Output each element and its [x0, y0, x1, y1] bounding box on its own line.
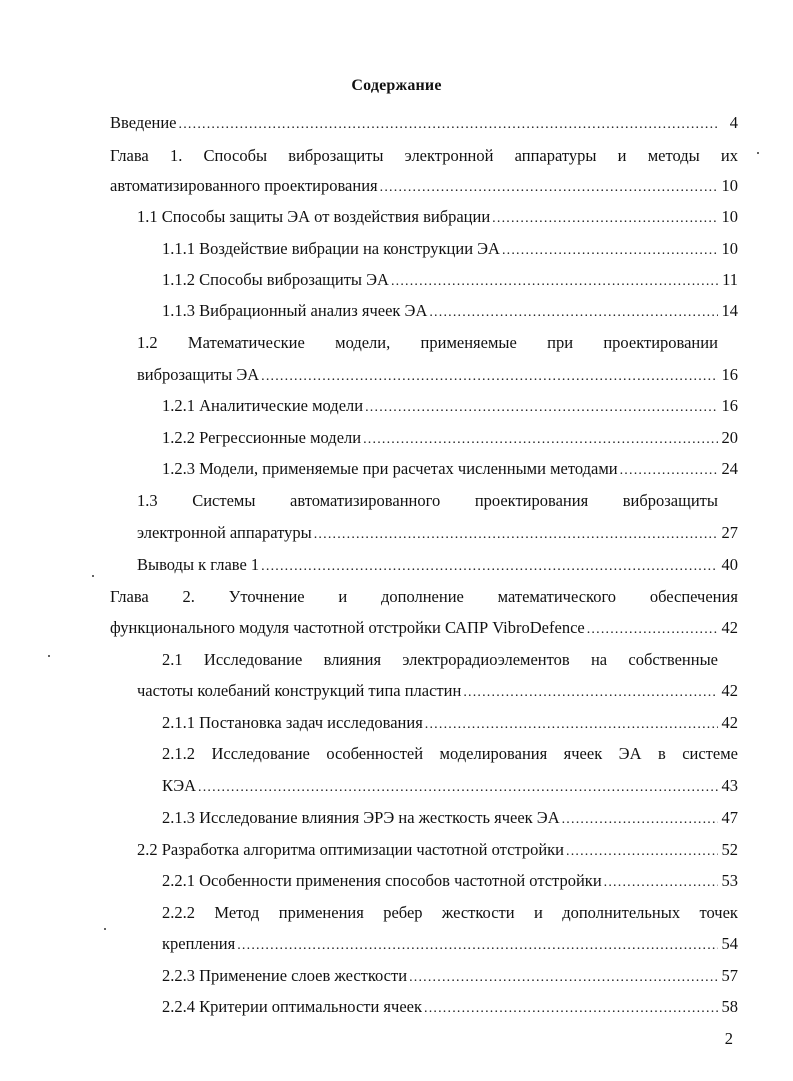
toc-entry: [162, 396, 738, 418]
toc-entry-title: 1.1.2 Способы виброзащиты ЭА: [162, 270, 389, 289]
toc-entry-title: 1.1.3 Вибрационный анализ ячеек ЭА: [162, 301, 428, 320]
scan-speck: [757, 152, 759, 154]
dot-leader: [365, 398, 718, 418]
dot-leader: [314, 525, 718, 545]
toc-entry-title: частоты колебаний конструкций типа пластин: [137, 681, 462, 700]
word: ЭА: [618, 744, 642, 763]
word: виброзащиты: [288, 146, 384, 165]
toc-entry: [137, 840, 738, 862]
toc-entry: [162, 997, 738, 1019]
word: виброзащиты: [622, 491, 718, 510]
word: 2.1: [162, 650, 183, 669]
toc-entry-page: 10: [721, 239, 738, 258]
toc-entry-page: 42: [721, 713, 738, 732]
dot-leader: [179, 115, 718, 135]
word: Способы: [203, 146, 268, 165]
toc-entry: [162, 966, 738, 988]
dot-leader: [429, 303, 718, 323]
word: Метод: [214, 903, 260, 922]
toc-entry-page: 52: [721, 840, 738, 859]
toc-entry-page: 40: [721, 555, 738, 574]
scan-speck: [48, 655, 50, 657]
toc-entry: [162, 871, 738, 893]
dot-leader: [502, 241, 718, 261]
toc-entry-page: 24: [721, 459, 738, 478]
word: при: [547, 333, 574, 352]
word: автоматизированного: [290, 491, 441, 510]
dot-leader: [425, 715, 718, 735]
toc-entry-line1: [162, 650, 718, 670]
toc-entry: [110, 618, 738, 640]
word: аппаратуры: [514, 146, 597, 165]
word: на: [590, 650, 608, 669]
toc-entry-title: 1.1 Способы защиты ЭА от воздействия вибрации: [137, 207, 491, 226]
dot-leader: [198, 778, 718, 798]
toc-entry: [137, 365, 738, 387]
toc-entry-line1: [110, 146, 738, 166]
word: методы: [647, 146, 700, 165]
toc-entry: [162, 301, 738, 323]
toc-entry: [137, 207, 738, 229]
page-title: Содержание: [351, 77, 442, 94]
toc-entry-title: Введение: [110, 113, 177, 132]
word: точек: [699, 903, 738, 922]
toc-entry-title: 2.2.4 Критерии оптимальности ячеек: [162, 997, 422, 1016]
toc-entry-page: 57: [721, 966, 738, 985]
word: Исследование: [211, 744, 310, 763]
toc-entry-line1: [137, 333, 718, 353]
word: Глава: [110, 587, 149, 606]
toc-entry: [162, 459, 738, 481]
toc-entry-title: 1.2.1 Аналитические модели: [162, 396, 364, 415]
word: моделирования: [439, 744, 548, 763]
toc-entry-page: 20: [721, 428, 738, 447]
word: ребер: [383, 903, 423, 922]
scan-speck: [104, 928, 106, 930]
word: Математические: [187, 333, 305, 352]
word: применения: [278, 903, 364, 922]
toc-entry: [162, 713, 738, 735]
toc-entry: [162, 428, 738, 450]
toc-entry-page: 53: [721, 871, 738, 890]
dot-leader: [409, 968, 718, 988]
toc-entry-title: 1.2.3 Модели, применяемые при расчетах численными методами: [162, 459, 618, 478]
toc-entry-line1: [162, 744, 738, 764]
toc-entry-title: функционального модуля частотной отстройки САПР VibroDefence: [110, 618, 585, 637]
dot-leader: [363, 430, 718, 450]
toc-entry-title: электронной аппаратуры: [137, 523, 312, 542]
toc-entry: [162, 239, 738, 261]
dot-leader: [424, 999, 718, 1019]
word: системе: [682, 744, 738, 763]
toc-entry-page: 16: [721, 365, 738, 384]
toc-entry: [110, 176, 738, 198]
toc-entry-title: крепления: [162, 934, 236, 953]
toc-entry-title: автоматизированного проектирования: [110, 176, 378, 195]
toc-entry-page: 10: [721, 176, 738, 195]
word: 1.2: [137, 333, 158, 352]
toc-entry: [162, 808, 738, 830]
word: проектировании: [603, 333, 718, 352]
toc-entry-line1: [137, 491, 718, 511]
dot-leader: [380, 178, 718, 198]
toc-entry-title: виброзащиты ЭА: [137, 365, 260, 384]
word: Системы: [192, 491, 256, 510]
toc-entry: [137, 523, 738, 545]
toc-entry-title: 1.2.2 Регрессионные модели: [162, 428, 362, 447]
word: жесткости: [441, 903, 515, 922]
toc-entry-page: 54: [721, 934, 738, 953]
word: дополнительных: [562, 903, 681, 922]
word: и: [533, 903, 543, 922]
toc-entry: [110, 113, 738, 135]
toc-entry-page: 16: [721, 396, 738, 415]
scan-speck: [92, 575, 94, 577]
word: собственные: [628, 650, 718, 669]
dot-leader: [261, 367, 718, 387]
word: 1.: [169, 146, 183, 165]
word: и: [338, 587, 348, 606]
toc-entry-line1: [162, 903, 738, 923]
word: обеспечения: [649, 587, 738, 606]
dot-leader: [492, 209, 718, 229]
word: математического: [497, 587, 617, 606]
toc-entry-page: 11: [722, 270, 738, 289]
word: Уточнение: [228, 587, 305, 606]
toc-entry-title: Выводы к главе 1: [137, 555, 260, 574]
word: 2.2.2: [162, 903, 195, 922]
word: в: [657, 744, 666, 763]
dot-leader: [237, 936, 718, 956]
toc-entry-title: 2.1.1 Постановка задач исследования: [162, 713, 423, 732]
word: электрорадиоэлементов: [402, 650, 570, 669]
dot-leader: [562, 810, 718, 830]
dot-leader: [604, 873, 718, 893]
toc-entry-title: 2.2.3 Применение слоев жесткости: [162, 966, 408, 985]
toc-entry: [162, 776, 738, 798]
word: проектирования: [474, 491, 589, 510]
word: электронной: [404, 146, 494, 165]
toc-entry-line1: [110, 587, 738, 607]
dot-leader: [261, 557, 718, 577]
toc-entry-page: 58: [721, 997, 738, 1016]
toc-entry: [137, 555, 738, 577]
toc-entry-title: КЭА: [162, 776, 197, 795]
dot-leader: [587, 620, 718, 640]
word: Глава: [110, 146, 149, 165]
toc-entry-title: 1.1.1 Воздействие вибрации на конструкции ЭА: [162, 239, 500, 258]
toc-entry-page: 4: [729, 113, 738, 132]
toc-entry-page: 47: [721, 808, 738, 827]
page-number: 2: [724, 1029, 733, 1048]
word: Исследование: [203, 650, 303, 669]
toc-entry-page: 42: [721, 681, 738, 700]
word: применяемые: [420, 333, 517, 352]
word: ячеек: [563, 744, 603, 763]
word: особенностей: [326, 744, 424, 763]
toc-entry-page: 43: [721, 776, 738, 795]
word: модели,: [335, 333, 391, 352]
word: влияния: [323, 650, 382, 669]
word: дополнение: [380, 587, 464, 606]
dot-leader: [566, 842, 718, 862]
toc-entry: [162, 934, 738, 956]
word: 2.1.2: [162, 744, 195, 763]
word: 2.: [182, 587, 195, 606]
dot-leader: [620, 461, 718, 481]
word: их: [720, 146, 738, 165]
toc-entry: [162, 270, 738, 292]
toc-entry-page: 14: [721, 301, 738, 320]
dot-leader: [463, 683, 718, 703]
toc-entry-title: 2.1.3 Исследование влияния ЭРЭ на жесткость ячеек ЭА: [162, 808, 560, 827]
toc-entry-title: 2.2 Разработка алгоритма оптимизации частотной отстройки: [137, 840, 564, 859]
toc-entry-page: 10: [721, 207, 738, 226]
toc-entry-page: 27: [721, 523, 738, 542]
word: 1.3: [137, 491, 158, 510]
word: и: [617, 146, 627, 165]
toc-entry-page: 42: [721, 618, 738, 637]
dot-leader: [391, 272, 718, 292]
toc-entry: [137, 681, 738, 703]
toc-entry-title: 2.2.1 Особенности применения способов частотной отстройки: [162, 871, 602, 890]
